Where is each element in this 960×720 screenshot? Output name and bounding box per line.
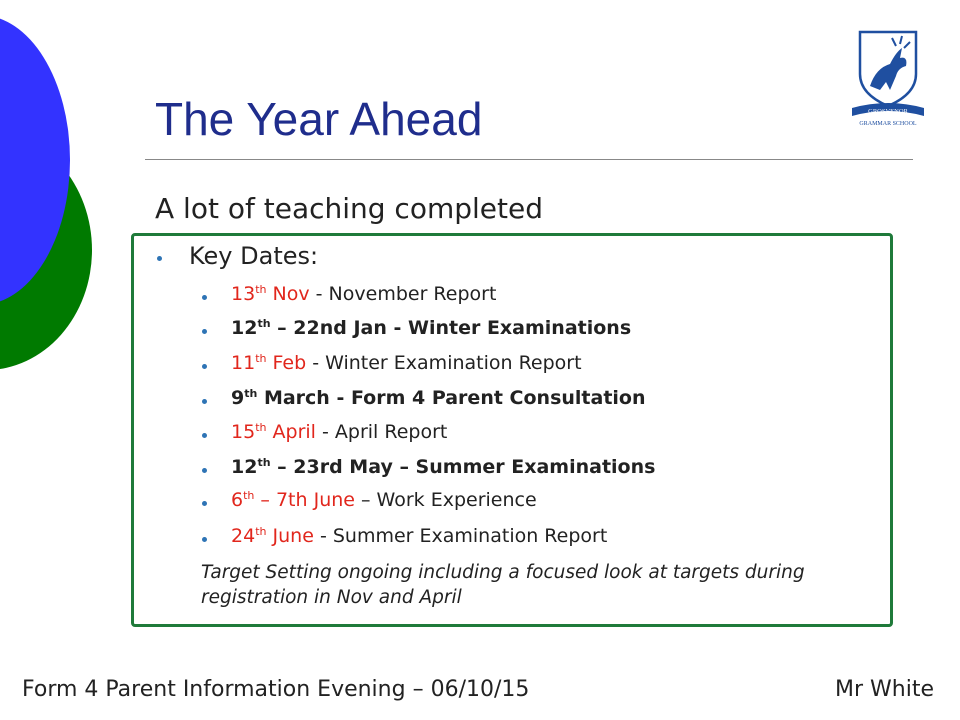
date-ordinal-suffix: th <box>244 387 258 400</box>
date-ordinal-suffix: th <box>243 489 255 502</box>
key-date-item <box>231 283 496 305</box>
title-divider <box>145 159 913 160</box>
date-day: 13 <box>231 283 256 305</box>
footer-presenter: Mr White <box>835 677 934 702</box>
date-day: 6 <box>231 489 244 511</box>
date-bullet-dot <box>202 433 207 438</box>
date-description: - November Report <box>309 283 497 305</box>
date-ordinal-suffix: th <box>255 283 267 296</box>
date-day: 12 <box>231 456 258 478</box>
slide-subtitle: A lot of teaching completed <box>155 192 543 225</box>
date-description: - Winter Examination Report <box>306 352 582 374</box>
date-description: – 22nd Jan - Winter Examinations <box>270 317 632 339</box>
date-description: – 23rd May – Summer Examinations <box>270 456 656 478</box>
date-bullet-dot <box>202 537 207 542</box>
date-description: – Work Experience <box>354 489 537 511</box>
date-description: - April Report <box>315 421 448 443</box>
date-ordinal-suffix: th <box>255 352 267 365</box>
key-date-item <box>231 317 631 339</box>
date-month: – 7th June <box>254 489 355 511</box>
date-month: April <box>266 421 316 443</box>
date-ordinal-suffix: th <box>255 421 267 434</box>
date-bullet-dot <box>202 329 207 334</box>
date-description: - Summer Examination Report <box>313 525 608 547</box>
date-bullet-dot <box>202 295 207 300</box>
date-day: 9 <box>231 387 245 409</box>
key-date-item <box>231 421 447 443</box>
date-day: 12 <box>231 317 258 339</box>
key-dates-heading: Key Dates: <box>189 242 319 270</box>
date-bullet-dot <box>202 399 207 404</box>
date-ordinal-suffix: th <box>257 456 271 469</box>
key-date-item <box>231 352 582 374</box>
date-bullet-dot <box>202 468 207 473</box>
target-setting-note: Target Setting ongoing including a focused look at targets during registration in Nov and April <box>201 562 805 608</box>
date-bullet-dot <box>202 364 207 369</box>
key-date-item <box>231 387 646 409</box>
date-ordinal-suffix: th <box>257 317 271 330</box>
logo-text-grammar-school: GRAMMAR SCHOOL <box>859 121 917 127</box>
logo-text-grosvenor: GROSVENOR <box>868 108 908 115</box>
date-month: Feb <box>266 352 307 374</box>
date-bullet-dot <box>202 501 207 506</box>
date-day: 24 <box>231 525 256 547</box>
key-date-item <box>231 525 607 547</box>
date-day: 11 <box>231 352 256 374</box>
key-date-item <box>231 456 655 478</box>
date-month: June <box>266 525 314 547</box>
date-ordinal-suffix: th <box>255 525 267 538</box>
date-day: 15 <box>231 421 256 443</box>
slide-title: The Year Ahead <box>155 93 483 145</box>
key-date-item <box>231 489 537 511</box>
date-month: Nov <box>266 283 310 305</box>
footer-event-title: Form 4 Parent Information Evening – 06/10/15 <box>22 677 530 702</box>
date-description: March - Form 4 Parent Consultation <box>257 387 646 409</box>
school-crest-logo <box>846 28 930 128</box>
bullet-dot <box>157 256 162 261</box>
